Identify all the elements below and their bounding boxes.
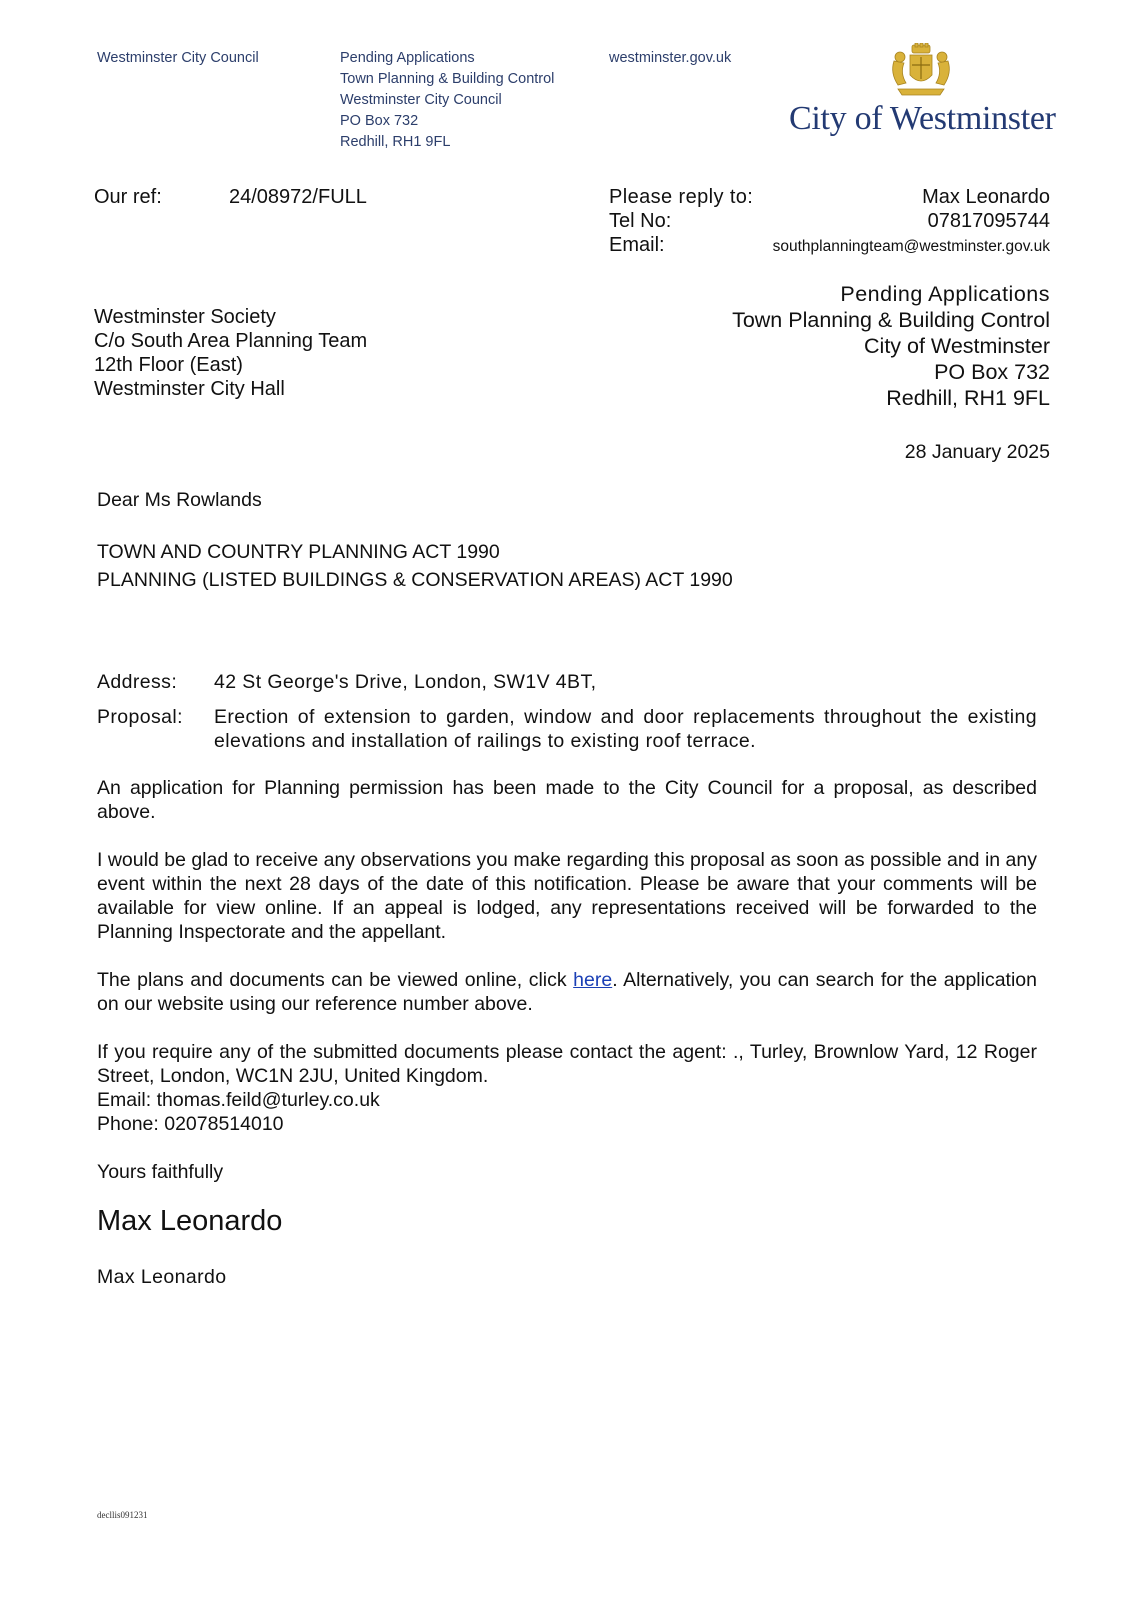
website-link[interactable]: westminster.gov.uk: [609, 50, 732, 66]
agent-details: If you require any of the submitted documents please contact the agent: ., Turley, Brownlow Yard, 12 Roger Street, London, WC1N 2JU, United Kingdom.: [97, 1041, 1037, 1087]
paragraph-observations: I would be glad to receive any observations you make regarding this proposal as soon as possible and in any event within the next 28 days of the date of this notification. Please be aware that your comments will be available for view online. If an appeal is lodged, any representations received will be forwarded to the Planning Inspectorate and the appellant.: [97, 849, 1037, 943]
proposal-value: Erection of extension to garden, window and door replacements throughout the existing elevations and installation of railings to existing roof terrace.: [214, 706, 1037, 752]
header-address: Pending Applications Town Planning & Building Control Westminster City Council PO Box 732 Redhill, RH1 9FL: [340, 50, 555, 150]
footer-code: decllis091231: [97, 1510, 148, 1520]
paragraph-agent: [97, 1040, 1037, 1136]
paragraph-plans: [97, 968, 1037, 1016]
proposal-label: Proposal:: [97, 706, 183, 728]
crest-icon: [888, 43, 954, 98]
salutation: Dear Ms Rowlands: [97, 489, 262, 511]
our-ref-value: 24/08972/FULL: [229, 186, 367, 208]
email-value[interactable]: southplanningteam@westminster.gov.uk: [772, 238, 1050, 255]
letter-date: 28 January 2025: [904, 441, 1050, 463]
plans-text-before: The plans and documents can be viewed online, click: [97, 969, 574, 991]
org-name: Westminster City Council: [97, 50, 259, 66]
acts-heading: TOWN AND COUNTRY PLANNING ACT 1990 PLANNING (LISTED BUILDINGS & CONSERVATION AREAS) ACT 1990: [97, 541, 733, 591]
signature: Max Leonardo: [97, 1205, 283, 1237]
our-ref-label: Our ref:: [94, 186, 162, 208]
address-value: 42 St George's Drive, London, SW1V 4BT,: [214, 671, 597, 693]
signatory-name: Max Leonardo: [97, 1266, 227, 1288]
agent-phone: Phone: 02078514010: [97, 1113, 284, 1135]
tel-value: 07817095744: [927, 210, 1050, 232]
agent-email[interactable]: Email: thomas.feild@turley.co.uk: [97, 1089, 380, 1111]
plans-text-after: . Alternatively, you can search for the application on our website using our reference number above.: [97, 969, 1037, 1015]
recipient-address: Westminster Society C/o South Area Planning Team 12th Floor (East) Westminster City Hall: [94, 306, 368, 400]
sender-address: Pending Applications Town Planning & Building Control City of Westminster PO Box 732 Redhill, RH1 9FL: [732, 282, 1050, 410]
email-label: Email:: [609, 234, 665, 256]
logo-wordmark: City of Westminster: [789, 100, 1056, 137]
tel-label: Tel No:: [609, 210, 672, 232]
address-label: Address:: [97, 671, 178, 693]
reply-label: Please reply to:: [609, 186, 754, 208]
here-link[interactable]: here: [573, 969, 613, 991]
reply-value: Max Leonardo: [922, 186, 1050, 208]
paragraph-application: An application for Planning permission has been made to the City Council for a proposal, as described above.: [97, 777, 1037, 823]
closing: Yours faithfully: [97, 1161, 224, 1183]
